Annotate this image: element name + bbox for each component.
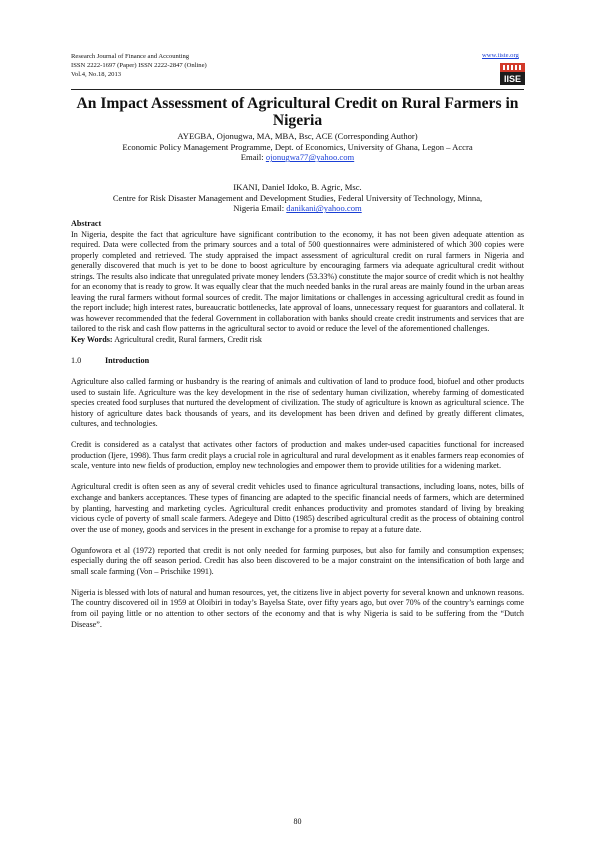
journal-issn: ISSN 2222-1697 (Paper) ISSN 2222-2847 (Online) [71, 62, 207, 69]
journal-url-link[interactable]: www.iiste.org [482, 52, 519, 59]
author2-email-link[interactable]: danikani@yahoo.com [286, 203, 362, 214]
page-number: 80 [293, 817, 302, 826]
paragraph: Nigeria is blessed with lots of natural and human resources, yet, the citizens live in abject poverty for several known and unknown reasons. The country discovered oil in 1959 at Oloibiri in today’s Bayelsa State, over fifty years ago, but over 70% of the country’s earnings come from oil paying little or no attention to other sectors of the economy and that is why Nigeria is said to be suffering from the “Dutch Disease”. [71, 587, 524, 629]
paragraph: Ogunfowora et al (1972) reported that credit is not only needed for farming purposes, but also for family and consumption expenses; especially during the off season period. Credit has also been discovered to be a major constraint on the intensification of both large and small scale farming (Von – Prischike 1991). [71, 545, 524, 576]
journal-name: Research Journal of Finance and Accounting [71, 53, 190, 60]
keywords-text: Agricultural credit, Rural farmers, Credit risk [112, 335, 262, 345]
author1-affiliation: Economic Policy Management Programme, Dept. of Economics, University of Ghana, Legon – Accra [122, 141, 473, 152]
author1-email-link[interactable]: ojonugwa77@yahoo.com [265, 152, 355, 163]
paper-title: An Impact Assessment of Agricultural Credit on Rural Farmers in Nigeria [76, 95, 519, 129]
iiste-logo [500, 63, 525, 85]
section-number: 1.0 [71, 356, 82, 366]
author2-email-label: Nigeria Email: [233, 203, 287, 214]
author1-email-label: Email: [240, 152, 266, 163]
author2-affiliation: Centre for Risk Disaster Management and Development Studies, Federal University of Technology, Minna, [112, 192, 483, 203]
section-title: Introduction [105, 356, 150, 366]
section-heading [71, 356, 524, 367]
keywords-label: Key Words: [71, 335, 113, 345]
author2-email-line [71, 203, 524, 214]
author1-email-line [71, 152, 524, 163]
abstract-heading: Abstract [71, 219, 102, 228]
logo-text: IISE [503, 74, 522, 84]
journal-volume: Vol.4, No.18, 2013 [71, 71, 122, 78]
paper-body [71, 219, 524, 641]
author1-block [71, 131, 524, 163]
journal-header [71, 52, 207, 79]
abstract-text: In Nigeria, despite the fact that agriculture have significant contribution to the economy, it has not been given adequate attention as required. Data were collected from the primary sources and a total of 500 questionnaires were administered of which 300 copies were properly completed and retrieved. The study appraised the impact assessment of agricultural credit on rural farmers in Nigeria and generally discovered that much is yet to be done to boost agriculture by encouraging farmers via adequate agricultural credit without strings. The results also indicate that unregulated private money lenders (53.33%) constitute the major source of credit which is not healthy for an economy that is ready to grow. It was equally clear that the much needed banks in the rural areas are mainly found in the urban areas leaving the rural farmers without formal sources of credit. The major limitations or challenges in accessing agricultural credit as found in the report include; high interest rates, bureaucratic bottlenecks, late approval of loans, unnecessary request for guarantors and collateral. It was however recommended that the federal Government in collaboration with banks should create credit instruments and services that are tailored to the risk and cash flow patterns in the agricultural sector to avoid or reduce the level of the aforementioned challenges. [71, 229, 524, 334]
paragraph: Credit is considered as a catalyst that activates other factors of production and makes under-used capacities functional for increased production (Ijere, 1998). Thus farm credit plays a crucial role in agricultural and rural development as it enables farmers reap economies of scale, venture into new fields of production, employ new technologies and empower them to provide utilities for a widening market. [71, 440, 524, 471]
author2-block [71, 182, 524, 214]
header-rule [71, 89, 524, 90]
keywords-line [71, 335, 524, 346]
paragraph: Agriculture also called farming or husbandry is the rearing of animals and cultivation of land to produce food, biofuel and other products used to sustain life. Agriculture was the key development in the rise of sedentary human civilization, whereby farming of domesticated species created food surpluses that nurtured the development of civilization. The study of agriculture is known as agricultural science. The history of agriculture dates back thousands of years, and its development has been driven and defined by greatly different climates, cultures, and technologies. [71, 377, 524, 429]
paragraph: Agricultural credit is often seen as any of several credit vehicles used to finance agricultural transactions, including loans, notes, bills of exchange and bankers acceptances. These types of financing are adapted to the specific financial needs of farmers, which are determined by planting, harvesting and marketing cycles. Agricultural credit enhances productivity and promotes standard of living by breaking vicious cycle of poverty of small scale farmers. Adegeye and Ditto (1985) described agricultural credit as the process of obtaining control over the use of money, goods and services in the present in exchange for a promise to repay at a future date. [71, 482, 524, 534]
author1-name: AYEGBA, Ojonugwa, MA, MBA, Bsc, ACE (Corresponding Author) [177, 131, 418, 141]
author2-name: IKANI, Daniel Idoko, B. Agric, Msc. [233, 182, 362, 192]
